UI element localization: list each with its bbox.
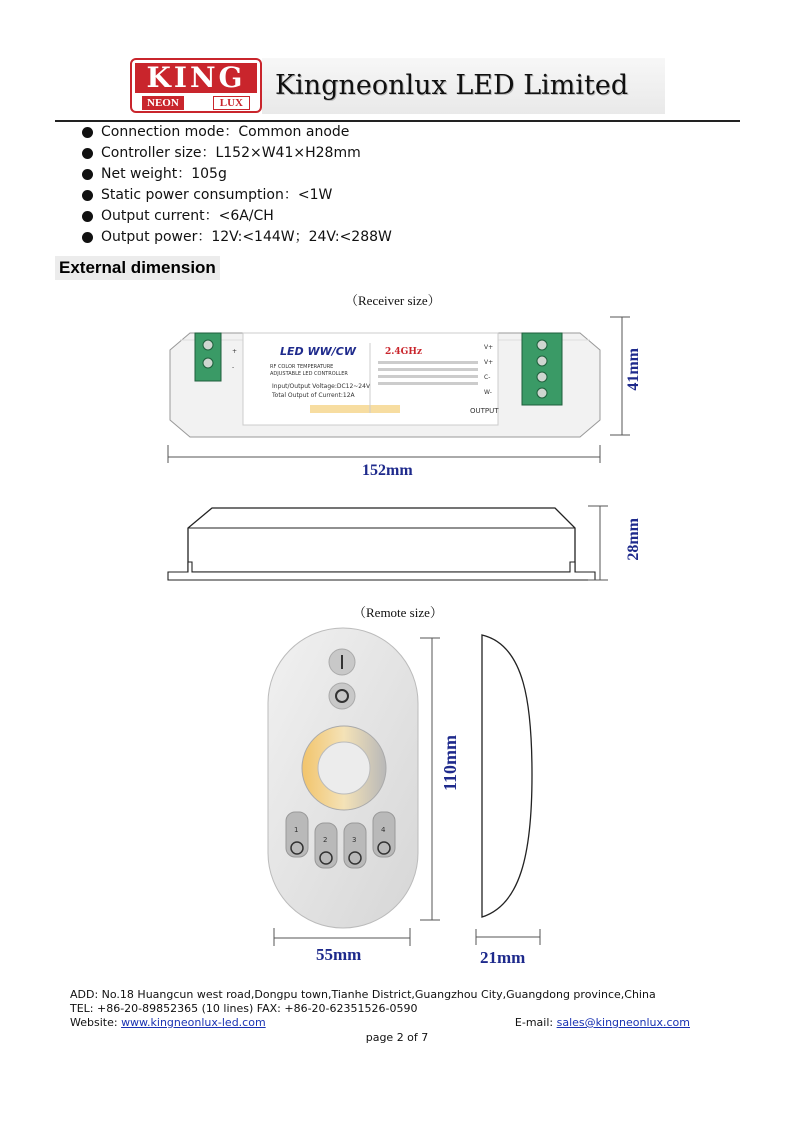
- label-title: LED WW/CW: [280, 345, 356, 358]
- bullet-icon: [82, 190, 93, 201]
- terminal-label: W-: [484, 389, 492, 396]
- receiver-side-view: [160, 500, 620, 590]
- footer-email: [515, 1016, 690, 1030]
- output-label: OUTPUT: [470, 407, 499, 415]
- bullet-icon: [82, 211, 93, 222]
- svg-text:+: +: [232, 348, 238, 355]
- receiver-top-view: [160, 305, 650, 465]
- receiver-height-dim: 41mm: [625, 348, 642, 391]
- svg-text:-: -: [232, 364, 235, 371]
- remote-height-dim: 110mm: [440, 735, 460, 791]
- remote-side-view: [470, 625, 550, 945]
- bullet-icon: [82, 232, 93, 243]
- page-footer: [70, 988, 710, 1030]
- spec-text: Net weight：105g: [101, 166, 227, 182]
- logo-neon-text: NEON: [142, 96, 184, 110]
- zone-button-label: 2: [323, 836, 328, 844]
- page-header: [130, 58, 665, 114]
- spec-item: [78, 122, 392, 143]
- footer-address: ADD: No.18 Huangcun west road,Dongpu town,Tianhe District,Guangzhou City,Guangdong province,China: [70, 988, 656, 1001]
- zone-button-label: 1: [294, 826, 299, 834]
- logo-main-text: KING: [135, 63, 257, 93]
- remote-width-dim: 55mm: [316, 945, 362, 964]
- terminal-label: V+: [484, 359, 494, 366]
- label-frequency: 2.4GHz: [385, 347, 422, 357]
- spec-item: [78, 185, 392, 206]
- website-label: Website:: [70, 1016, 122, 1029]
- label-current: Total Output of Current:12A: [272, 392, 355, 399]
- footer-phone: TEL: +86-20-89852365 (10 lines) FAX: +86-20-62351526-0590: [70, 1002, 418, 1015]
- logo-lux-text: LUX: [213, 96, 250, 110]
- page-number: page 2 of 7: [365, 1031, 429, 1044]
- terminal-label: C-: [484, 374, 491, 381]
- label-line2: ADJUSTABLE LED CONTROLLER: [270, 371, 348, 377]
- receiver-width-dim: 152mm: [362, 462, 413, 479]
- email-label: E-mail:: [514, 1016, 557, 1029]
- terminal-label: V+: [484, 344, 494, 351]
- receiver-depth-dim: 28mm: [625, 518, 642, 561]
- zone-button-label: 4: [381, 826, 386, 834]
- company-logo: [130, 58, 262, 113]
- spec-text: Output power：12V:<144W；24V:<288W: [101, 229, 392, 245]
- remote-depth-dim: 21mm: [480, 948, 526, 967]
- zone-button-label: 3: [352, 836, 357, 844]
- spec-text: Connection mode：Common anode: [101, 124, 350, 140]
- spec-text: Static power consumption：<1W: [101, 187, 333, 203]
- spec-text: Controller size：L152×W41×H28mm: [101, 145, 361, 161]
- spec-item: [78, 164, 392, 185]
- company-name: Kingneonlux LED Limited: [275, 70, 629, 101]
- spec-text: Output current：<6A/CH: [101, 208, 274, 224]
- email-link[interactable]: sales@kingneonlux.com: [556, 1016, 690, 1029]
- label-voltage: Input/Output Voltage:DC12~24V: [272, 383, 371, 390]
- remote-caption: （Remote size）: [353, 605, 443, 620]
- spec-item: [78, 206, 392, 227]
- spec-item: [78, 143, 392, 164]
- bullet-icon: [82, 169, 93, 180]
- logo-sub: [142, 96, 250, 110]
- spec-list: [78, 122, 392, 248]
- spec-item: [78, 227, 392, 248]
- label-line1: RF COLOR TEMPERATURE: [270, 364, 334, 370]
- bullet-icon: [82, 127, 93, 138]
- bullet-icon: [82, 148, 93, 159]
- website-link[interactable]: www.kingneonlux-led.com: [121, 1016, 266, 1029]
- section-title: External dimension: [55, 256, 220, 280]
- receiver-caption: （Receiver size）: [345, 293, 441, 308]
- remote-front-view: [260, 620, 460, 950]
